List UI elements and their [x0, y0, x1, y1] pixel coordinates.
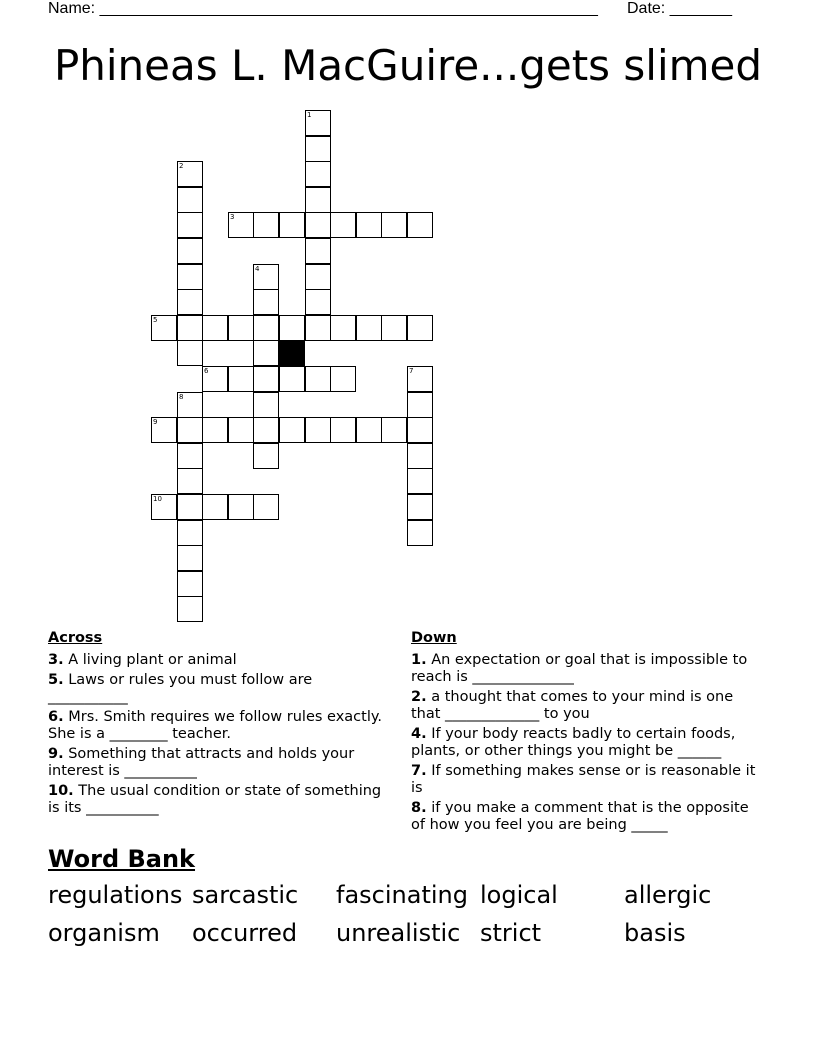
- grid-cell[interactable]: [330, 417, 356, 443]
- word-bank-word: sarcastic: [192, 881, 299, 909]
- grid-cell[interactable]: [330, 315, 356, 341]
- grid-cell[interactable]: [305, 289, 331, 315]
- clue-number: 3: [230, 213, 235, 221]
- grid-cell[interactable]: [253, 392, 279, 418]
- clue-across-5: 5. Laws or rules you must follow are ___________: [48, 672, 313, 705]
- page-title: Phineas L. MacGuire...gets slimed: [53, 41, 763, 90]
- clue-number: 1: [307, 111, 312, 119]
- clue-number: 2: [179, 162, 184, 170]
- clue-across-9: 9. Something that attracts and holds your interest is __________: [48, 746, 355, 779]
- grid-cell[interactable]: [228, 494, 254, 520]
- word-bank-word: allergic: [624, 881, 712, 909]
- word-bank-word: organism: [48, 919, 160, 947]
- clue-number: 7: [409, 367, 414, 375]
- grid-cell[interactable]: [407, 366, 433, 392]
- across-heading: Across: [48, 630, 103, 646]
- grid-cell[interactable]: [305, 264, 331, 290]
- grid-cell[interactable]: [305, 187, 331, 213]
- grid-cell[interactable]: [381, 315, 407, 341]
- word-bank-title: Word Bank: [48, 845, 196, 873]
- grid-cell[interactable]: [151, 315, 177, 341]
- clue-down-4: 4. If your body reacts badly to certain foods, plants, or other things you might be ______: [411, 726, 736, 759]
- grid-cell[interactable]: [356, 212, 382, 238]
- grid-cell[interactable]: [228, 366, 254, 392]
- grid-cell[interactable]: [177, 238, 203, 264]
- grid-cell[interactable]: [305, 417, 331, 443]
- clue-across-3: 3. A living plant or animal: [48, 652, 237, 668]
- grid-cell[interactable]: [151, 494, 177, 520]
- down-clues: [411, 628, 756, 837]
- grid-cell[interactable]: [253, 417, 279, 443]
- grid-cell[interactable]: [279, 366, 305, 392]
- grid-cell[interactable]: [177, 315, 203, 341]
- grid-cell[interactable]: [407, 443, 433, 469]
- grid-cell[interactable]: [305, 238, 331, 264]
- clue-number: 4: [255, 265, 260, 273]
- grid-cell[interactable]: [177, 494, 203, 520]
- across-clues: [48, 628, 393, 820]
- clue-down-8: 8. if you make a comment that is the opposite of how you feel you are being _____: [411, 800, 749, 833]
- grid-cell[interactable]: [253, 443, 279, 469]
- clue-number: 9: [153, 418, 158, 426]
- clue-across-6: 6. Mrs. Smith requires we follow rules exactly. She is a ________ teacher.: [48, 709, 382, 742]
- grid-cell[interactable]: [202, 417, 228, 443]
- grid-cell[interactable]: [253, 366, 279, 392]
- grid-cell[interactable]: [177, 571, 203, 597]
- grid-cell[interactable]: [202, 366, 228, 392]
- word-bank-word: basis: [624, 919, 686, 947]
- grid-cell[interactable]: [177, 520, 203, 546]
- grid-cell[interactable]: [177, 187, 203, 213]
- grid-cell[interactable]: [381, 417, 407, 443]
- grid-cell[interactable]: [407, 392, 433, 418]
- grid-cell[interactable]: [330, 366, 356, 392]
- grid-cell[interactable]: [228, 212, 254, 238]
- grid-cell[interactable]: [381, 212, 407, 238]
- word-bank-word: fascinating: [336, 881, 468, 909]
- grid-cell[interactable]: [253, 494, 279, 520]
- header: [48, 0, 748, 20]
- grid-cell[interactable]: [177, 596, 203, 622]
- grid-cell[interactable]: [202, 494, 228, 520]
- grid-cell[interactable]: [407, 315, 433, 341]
- grid-cell[interactable]: [177, 443, 203, 469]
- grid-cell[interactable]: [407, 468, 433, 494]
- clue-across-10: 10. The usual condition or state of something is its __________: [48, 783, 382, 816]
- word-bank-word: regulations: [48, 881, 183, 909]
- grid-cell[interactable]: [356, 417, 382, 443]
- word-bank-word: unrealistic: [336, 919, 461, 947]
- word-bank-word: logical: [480, 881, 558, 909]
- grid-cell[interactable]: [407, 494, 433, 520]
- grid-cell[interactable]: [305, 366, 331, 392]
- grid-cell[interactable]: [253, 289, 279, 315]
- word-bank: [48, 880, 768, 948]
- clue-down-7: 7. If something makes sense or is reasonable it is: [411, 763, 756, 796]
- grid-cell[interactable]: [253, 212, 279, 238]
- grid-cell[interactable]: [177, 161, 203, 187]
- grid-cell[interactable]: [177, 212, 203, 238]
- down-heading: Down: [411, 630, 457, 646]
- grid-cell[interactable]: [177, 264, 203, 290]
- grid-cell[interactable]: [305, 315, 331, 341]
- grid-cell[interactable]: [407, 417, 433, 443]
- date-field[interactable]: Date: _______: [627, 0, 732, 17]
- word-bank-word: occurred: [192, 919, 298, 947]
- grid-cell[interactable]: [228, 417, 254, 443]
- clue-number: 8: [179, 393, 184, 401]
- grid-cell[interactable]: [177, 468, 203, 494]
- grid-cell[interactable]: [177, 545, 203, 571]
- clue-down-1: 1. An expectation or goal that is impossible to reach is ______________: [411, 652, 748, 685]
- grid-cell[interactable]: [279, 212, 305, 238]
- grid-cell[interactable]: [279, 315, 305, 341]
- clue-down-2: 2. a thought that comes to your mind is one that _____________ to you: [411, 689, 734, 722]
- clue-number: 6: [204, 367, 209, 375]
- grid-cell[interactable]: [177, 340, 203, 366]
- clue-number: 10: [153, 495, 162, 503]
- grid-cell[interactable]: [305, 212, 331, 238]
- grid-cell[interactable]: [330, 212, 356, 238]
- grid-cell[interactable]: [356, 315, 382, 341]
- grid-cell[interactable]: [407, 520, 433, 546]
- grid-cell[interactable]: [305, 136, 331, 162]
- grid-block: [279, 340, 305, 366]
- grid-cell[interactable]: [202, 315, 228, 341]
- grid-cell[interactable]: [305, 110, 331, 136]
- grid-cell[interactable]: [228, 315, 254, 341]
- grid-cell[interactable]: [407, 212, 433, 238]
- grid-cell[interactable]: [177, 417, 203, 443]
- word-bank-word: strict: [480, 919, 542, 947]
- grid-cell[interactable]: [305, 161, 331, 187]
- grid-cell[interactable]: [253, 340, 279, 366]
- clue-number: 5: [153, 316, 158, 324]
- grid-cell[interactable]: [253, 315, 279, 341]
- grid-cell[interactable]: [253, 264, 279, 290]
- name-field[interactable]: Name: ________________________________________________________: [48, 0, 598, 17]
- grid-cell[interactable]: [279, 417, 305, 443]
- grid-cell[interactable]: [177, 392, 203, 418]
- grid-cell[interactable]: [177, 289, 203, 315]
- grid-cell[interactable]: [151, 417, 177, 443]
